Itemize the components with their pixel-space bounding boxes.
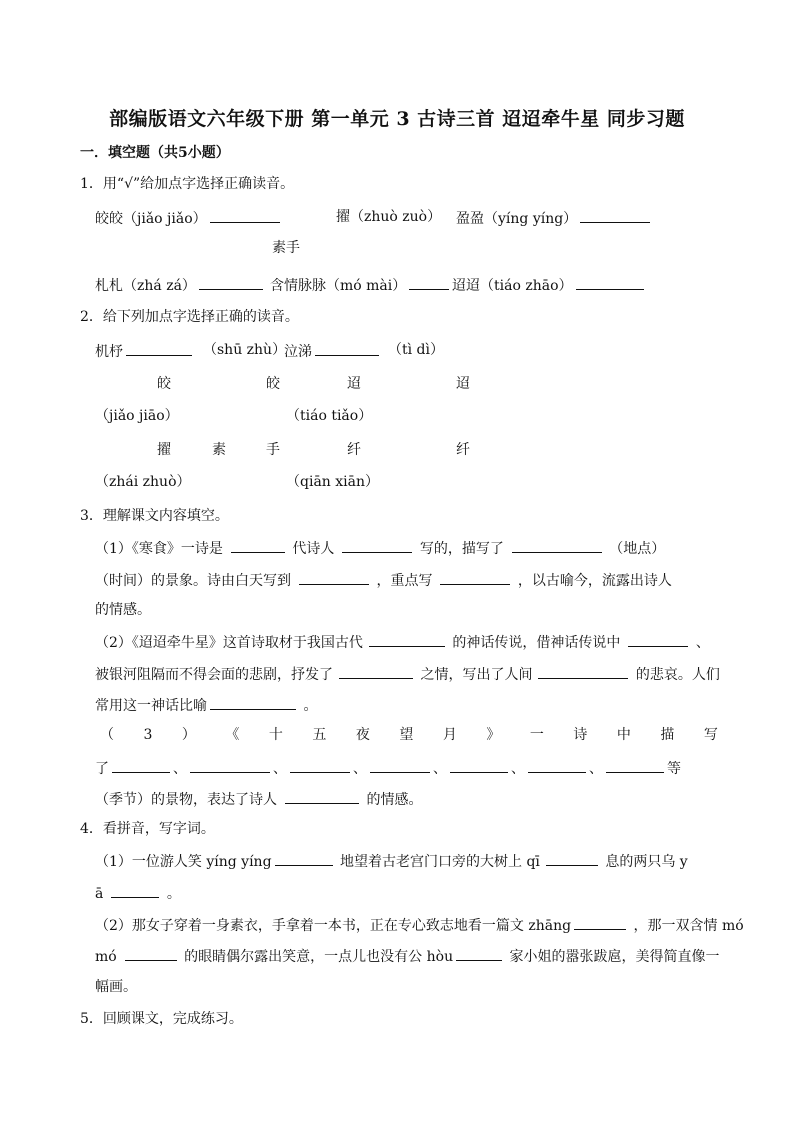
q2-char: 皎: [266, 376, 280, 392]
q3-part3-line1: （ 3 ） 《 十 五 夜 望 月 》 一 诗 中 描 写: [100, 727, 718, 743]
answer-blank[interactable]: [125, 948, 177, 961]
q2-char: 迢: [456, 376, 470, 392]
answer-blank[interactable]: [199, 277, 263, 290]
answer-blank[interactable]: [576, 277, 644, 290]
q2-char: 手: [266, 442, 280, 458]
q2-pinyin-option: （zhái zhuò）: [95, 474, 191, 490]
q2-stem: 2．给下列加点字选择正确的读音。: [80, 309, 299, 325]
q5-stem: 5．回顾课文，完成练习。: [80, 1011, 243, 1027]
q3-part2-line3: 常用这一神话比喻 。: [95, 698, 318, 714]
answer-blank[interactable]: [538, 666, 628, 679]
q2-char: 迢: [347, 376, 361, 392]
answer-blank[interactable]: [574, 917, 626, 930]
answer-blank[interactable]: [231, 540, 285, 553]
q3-part2-line1: （2）《迢迢牵牛星》这首诗取材于我国古代 的神话传说，借神话传说中 、: [95, 635, 710, 651]
answer-blank[interactable]: [450, 760, 508, 773]
q1-item-f: 含情脉脉（mó mài）: [270, 277, 452, 293]
q2-item-b: （shū zhù）: [203, 342, 287, 358]
q2-pinyin-option: （qiān xiān）: [286, 474, 379, 490]
q3-part3-line2: 了 、 、 、 、 、 、 等: [95, 761, 681, 777]
q4-stem: 4．看拼音，写字词。: [80, 821, 215, 837]
answer-blank[interactable]: [210, 210, 280, 223]
q1-item-e: 札札（zhá zá）: [95, 277, 266, 293]
answer-blank[interactable]: [111, 885, 159, 898]
q1-item-b: 擢（zhuò zuò）: [336, 209, 442, 225]
q2-char: 纤: [456, 442, 470, 458]
q3-part1-line1: （1）《寒食》一诗是 代诗人 写的，描写了 （地点）: [95, 541, 666, 557]
answer-blank[interactable]: [190, 760, 270, 773]
q2-char: 擢: [157, 442, 171, 458]
answer-blank[interactable]: [409, 277, 449, 290]
section-heading: 一．填空题（共5小题）: [80, 145, 230, 161]
q3-part3-line3: （季节）的景物，表达了诗人 的情感。: [95, 792, 423, 808]
answer-blank[interactable]: [528, 760, 586, 773]
answer-blank[interactable]: [285, 791, 359, 804]
q2-item-a: 机杼: [95, 343, 195, 359]
answer-blank[interactable]: [342, 540, 412, 553]
answer-blank[interactable]: [456, 948, 502, 961]
q2-pinyin-option: （tiáo tiǎo）: [286, 408, 373, 424]
q3-part1-line3: 的情感。: [95, 602, 151, 618]
q2-item-d: （tì dì）: [388, 342, 444, 358]
q4-part2-line2: mó 的眼睛偶尔露出笑意，一点儿也没有公 hòu 家小姐的嚣张跋扈，美得简直像一: [95, 949, 720, 965]
answer-blank[interactable]: [440, 572, 510, 585]
q4-part2-line3: 幅画。: [95, 979, 137, 995]
answer-blank[interactable]: [315, 343, 379, 356]
answer-blank[interactable]: [628, 634, 688, 647]
q1-item-c: 盈盈（yíng yíng）: [456, 210, 653, 226]
answer-blank[interactable]: [580, 210, 650, 223]
q1-stem: 1．用“√”给加点字选择正确读音。: [80, 176, 295, 192]
answer-blank[interactable]: [370, 760, 430, 773]
q1-item-g: 迢迢（tiáo zhāo）: [452, 277, 647, 293]
answer-blank[interactable]: [512, 540, 602, 553]
q1-item-d: 素手: [272, 240, 300, 256]
q3-part2-line2: 被银河阻隔而不得会面的悲剧，抒发了 之情，写出了人间 的悲哀。人们: [95, 667, 720, 683]
answer-blank[interactable]: [126, 343, 192, 356]
answer-blank[interactable]: [369, 634, 445, 647]
answer-blank[interactable]: [112, 760, 170, 773]
answer-blank[interactable]: [275, 853, 333, 866]
answer-blank[interactable]: [339, 666, 413, 679]
answer-blank[interactable]: [606, 760, 664, 773]
q2-char: 纤: [347, 442, 361, 458]
q2-item-c: 泣涕: [284, 343, 382, 359]
answer-blank[interactable]: [210, 697, 296, 710]
q2-char: 素: [212, 442, 226, 458]
q4-part1-line1: （1）一位游人笑 yíng yíng 地望着古老宫门口旁的大树上 qī 息的两只乌 y: [95, 854, 688, 870]
q2-pinyin-option: （jiǎo jiāo）: [95, 408, 179, 424]
answer-blank[interactable]: [299, 572, 369, 585]
q2-char: 皎: [157, 376, 171, 392]
q4-part2-line1: （2）那女子穿着一身素衣，手拿着一本书，正在专心致志地看一篇文 zhāng ，那一双含情 mó: [95, 918, 744, 934]
answer-blank[interactable]: [546, 853, 598, 866]
answer-blank[interactable]: [290, 760, 350, 773]
q3-part1-line2: （时间）的景象。诗由白天写到 ，重点写 ，以古喻今，流露出诗人: [95, 573, 672, 589]
q1-item-a: 皎皎（jiǎo jiǎo）: [95, 210, 283, 226]
q4-part1-line2: ā 。: [95, 886, 181, 902]
page-title: 部编版语文六年级下册 第一单元 3 古诗三首 迢迢牵牛星 同步习题: [109, 108, 685, 130]
q3-stem: 3．理解课文内容填空。: [80, 508, 229, 524]
